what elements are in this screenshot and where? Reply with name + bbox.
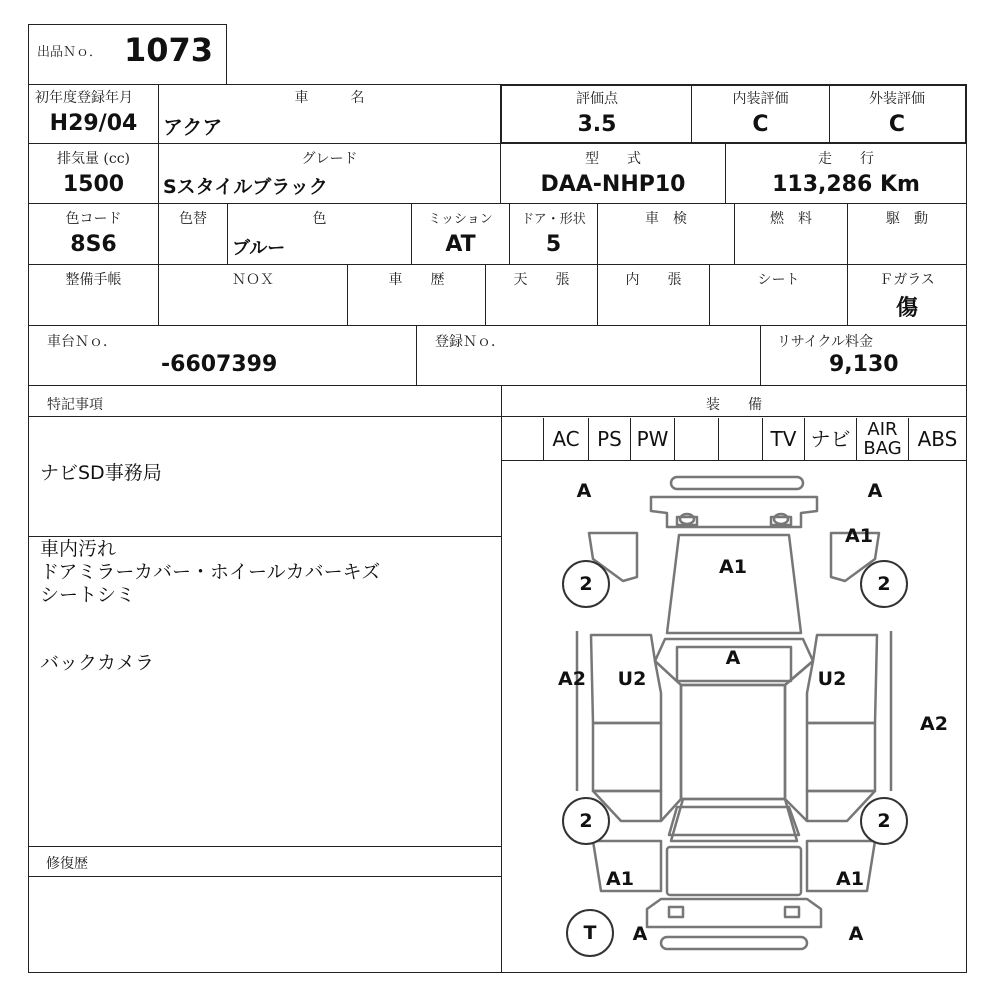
- fglass-value: 傷: [895, 296, 918, 321]
- rear-bumper: [647, 899, 821, 927]
- car-name-value: アクア: [163, 115, 223, 139]
- color-label: 色: [312, 211, 327, 227]
- maintenance-label: 整備手帳: [65, 272, 122, 288]
- fglass-label: Ｆガラス: [879, 272, 935, 288]
- inner-cell: [597, 264, 710, 326]
- color-code-value: 8S6: [70, 232, 117, 257]
- notes-line-2: 車内汚れ: [40, 538, 117, 560]
- nox-label: ＮＯＸ: [232, 272, 274, 288]
- equipment-item-tv: TV: [762, 418, 804, 460]
- mark-rear-left-quarter: A1: [606, 868, 634, 890]
- lot-box: [28, 24, 227, 85]
- chassis-label: 車台Ｎｏ．: [47, 334, 117, 350]
- wheel-rear-left: 2: [562, 797, 610, 845]
- hood: [667, 535, 801, 633]
- equipment-item-blank-1: [501, 418, 543, 460]
- nox-cell: [158, 264, 348, 326]
- roof: [681, 685, 785, 799]
- spare-tire: T: [566, 909, 614, 957]
- seat-label: シート: [757, 272, 800, 288]
- chassis-value: -6607399: [161, 352, 278, 377]
- interior-cell: [691, 84, 830, 144]
- roof-cell: [485, 264, 598, 326]
- repair-label: 修復歴: [46, 856, 88, 872]
- mission-label: ミッション: [428, 212, 493, 227]
- repair-divider-top: [28, 846, 502, 847]
- grade-value: Sスタイルブラック: [163, 176, 328, 198]
- door-cell: [509, 203, 598, 265]
- chassis-cell: [28, 325, 417, 386]
- model-cell: [500, 143, 726, 204]
- score-label: 評価点: [576, 91, 618, 107]
- exterior-value: C: [888, 112, 906, 137]
- recycle-value: 9,130: [829, 352, 899, 377]
- color-value: ブルー: [232, 238, 286, 259]
- rear-plate-right: [785, 907, 799, 917]
- inspection-label: 車 検: [645, 211, 687, 227]
- mark-left-side: A2: [558, 668, 586, 690]
- front-bumper: [671, 477, 803, 489]
- rear-hatch: [667, 847, 801, 895]
- mark-front-right-bumper: A: [867, 480, 883, 502]
- lot-label: 出品Ｎｏ．: [37, 45, 103, 60]
- mileage-label: 走 行: [818, 151, 874, 167]
- mission-value: AT: [445, 232, 476, 257]
- score-value: 3.5: [577, 112, 617, 137]
- grade-cell: [158, 143, 501, 204]
- mark-windshield-roof: A: [725, 647, 741, 669]
- rear-lower-bumper: [661, 937, 807, 949]
- notes-line-3: ドアミラーカバー・ホイールカバーキズ: [40, 561, 381, 583]
- door-label: ドア・形状: [521, 212, 586, 227]
- color-change-label: 色替: [179, 211, 207, 227]
- right-rear-door: [807, 723, 875, 791]
- equipment-item-pw: PW: [630, 418, 674, 460]
- displacement-value: 1500: [62, 172, 125, 197]
- equipment-item-ac: AC: [543, 418, 588, 460]
- equipment-header-divider: [501, 416, 967, 417]
- equipment-item-abs: ABS: [908, 418, 966, 460]
- notes-divider: [28, 536, 502, 537]
- door-value: 5: [545, 232, 562, 257]
- mark-right-side: A2: [920, 713, 948, 735]
- recycle-label: リサイクル料金: [777, 334, 874, 350]
- notes-line-5: バックカメラ: [40, 652, 155, 674]
- interior-value: C: [752, 112, 769, 137]
- wheel-rear-right: 2: [860, 797, 908, 845]
- mark-rear-right-quarter: A1: [836, 868, 864, 890]
- maintenance-cell: [28, 264, 159, 326]
- equipment-item-navi: ナビ: [804, 418, 856, 460]
- mileage-cell: [725, 143, 967, 204]
- history-label: 車 歴: [388, 272, 445, 288]
- rear-glass: [669, 807, 799, 835]
- repair-divider: [28, 876, 502, 877]
- first-reg-label: 初年度登録年月: [35, 90, 133, 106]
- model-label: 型 式: [585, 151, 641, 167]
- fglass-cell: [847, 264, 967, 326]
- wheel-front-left: 2: [562, 560, 610, 608]
- left-rear-door: [593, 723, 661, 791]
- equipment-label: 装 備: [706, 397, 762, 413]
- fuel-cell: [734, 203, 848, 265]
- mark-front-left-bumper: A: [576, 480, 592, 502]
- equipment-item-ps: PS: [588, 418, 630, 460]
- mark-hood: A1: [719, 556, 747, 578]
- exterior-cell: [829, 84, 967, 144]
- front-emblem-right: [774, 514, 788, 524]
- front-emblem-left: [680, 514, 694, 524]
- reg-label: 登録Ｎｏ．: [435, 334, 505, 350]
- mission-cell: [411, 203, 510, 265]
- mark-rear-right-bumper: A: [848, 923, 864, 945]
- notes-line-4: シートシミ: [40, 584, 136, 606]
- history-cell: [347, 264, 486, 326]
- mark-left-door: U2: [617, 668, 647, 690]
- car-name-cell: [158, 84, 501, 144]
- color-change-cell: [158, 203, 228, 265]
- color-code-cell: [28, 203, 159, 265]
- mark-right-fender-top: A1: [845, 525, 873, 547]
- car-name-label: 車 名: [294, 90, 365, 106]
- inner-label: 内 張: [625, 272, 682, 288]
- displacement-cell: [28, 143, 159, 204]
- equipment-item-airbag: AIR BAG: [856, 418, 908, 460]
- roof-label: 天 張: [513, 272, 570, 288]
- first-reg-cell: [28, 84, 159, 144]
- seat-cell: [709, 264, 848, 326]
- notes-header-divider: [28, 416, 502, 417]
- notes-label: 特記事項: [47, 397, 103, 413]
- displacement-label: 排気量 (cc): [56, 151, 131, 167]
- drive-label: 駆 動: [886, 211, 928, 227]
- notes-line-1: ナビSD事務局: [40, 462, 162, 484]
- lot-number: 1073: [124, 31, 214, 69]
- exterior-label: 外装評価: [869, 91, 925, 107]
- score-cell: [500, 84, 692, 144]
- rear-plate-left: [669, 907, 683, 917]
- recycle-cell: [760, 325, 967, 386]
- inspection-cell: [597, 203, 735, 265]
- grade-label: グレード: [301, 151, 358, 167]
- interior-label: 内装評価: [732, 91, 789, 107]
- equipment-item-blank-3: [718, 418, 762, 460]
- first-reg-value: H29/04: [49, 111, 138, 136]
- mark-right-door: U2: [817, 668, 847, 690]
- car-diagram: [501, 461, 967, 973]
- mileage-value: 113,286 Km: [772, 172, 920, 197]
- equipment-item-blank-2: [674, 418, 718, 460]
- color-cell: [227, 203, 412, 265]
- model-value: DAA-NHP10: [540, 172, 686, 197]
- reg-cell: [416, 325, 761, 386]
- drive-cell: [847, 203, 967, 265]
- fuel-label: 燃 料: [770, 211, 812, 227]
- wheel-front-right: 2: [860, 560, 908, 608]
- color-code-label: 色コード: [65, 211, 122, 227]
- mark-rear-left-bumper: A: [632, 923, 648, 945]
